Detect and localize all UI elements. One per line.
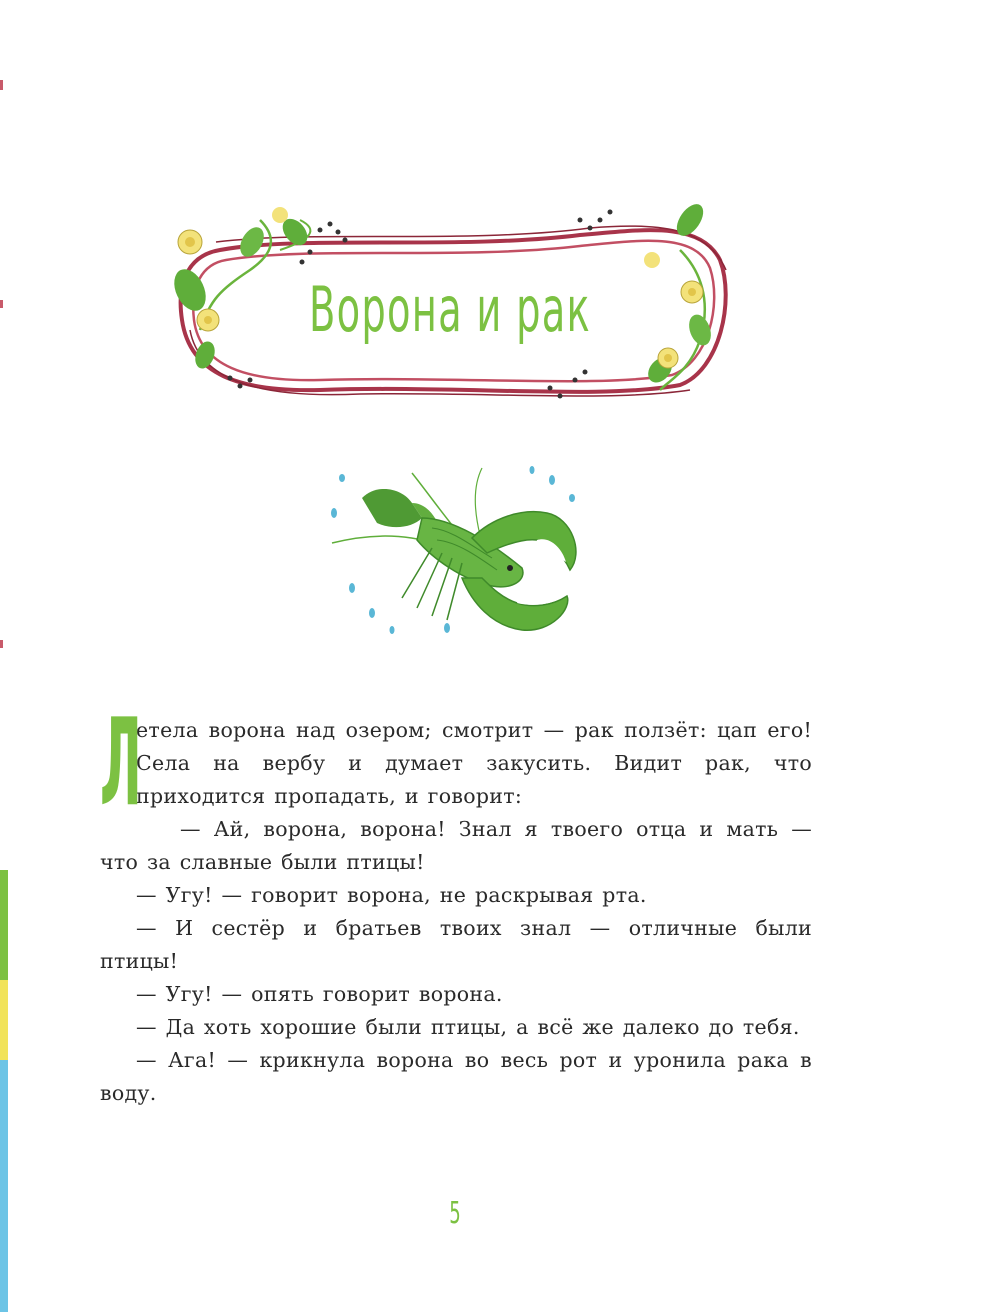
paragraph-2: — Ай, ворона, ворона! Знал я твоего отца и мать — что за славные были птицы! — [100, 817, 812, 874]
page-edge-strip — [0, 0, 14, 1312]
paragraph-6: — Да хоть хорошие были птицы, а всё же далеко до тебя. — [136, 1015, 800, 1039]
story-text — [100, 694, 812, 1110]
crayfish-icon — [322, 458, 592, 646]
paragraph-7: — Ага! — крикнула ворона во весь рот и уронила рака в воду. — [100, 1048, 812, 1105]
paragraph-5: — Угу! — опять говорит ворона. — [136, 982, 503, 1006]
paragraph-4: — И сестёр и братьев твоих знал — отличные были птицы! — [100, 916, 812, 973]
paragraph-1: Л етела ворона над озером; смотрит — рак ползёт: цап его! Села на вербу и думает закусить. Видит рак, что приходится пропадать, и говорит: — [100, 694, 812, 833]
page-number: 5 — [449, 1196, 461, 1231]
drop-cap: Л — [100, 694, 142, 833]
crayfish-illustration — [322, 458, 592, 646]
paragraph-3: — Угу! — говорит ворона, не раскрывая рта. — [136, 883, 647, 907]
story-title: Ворона и рак — [309, 273, 591, 346]
